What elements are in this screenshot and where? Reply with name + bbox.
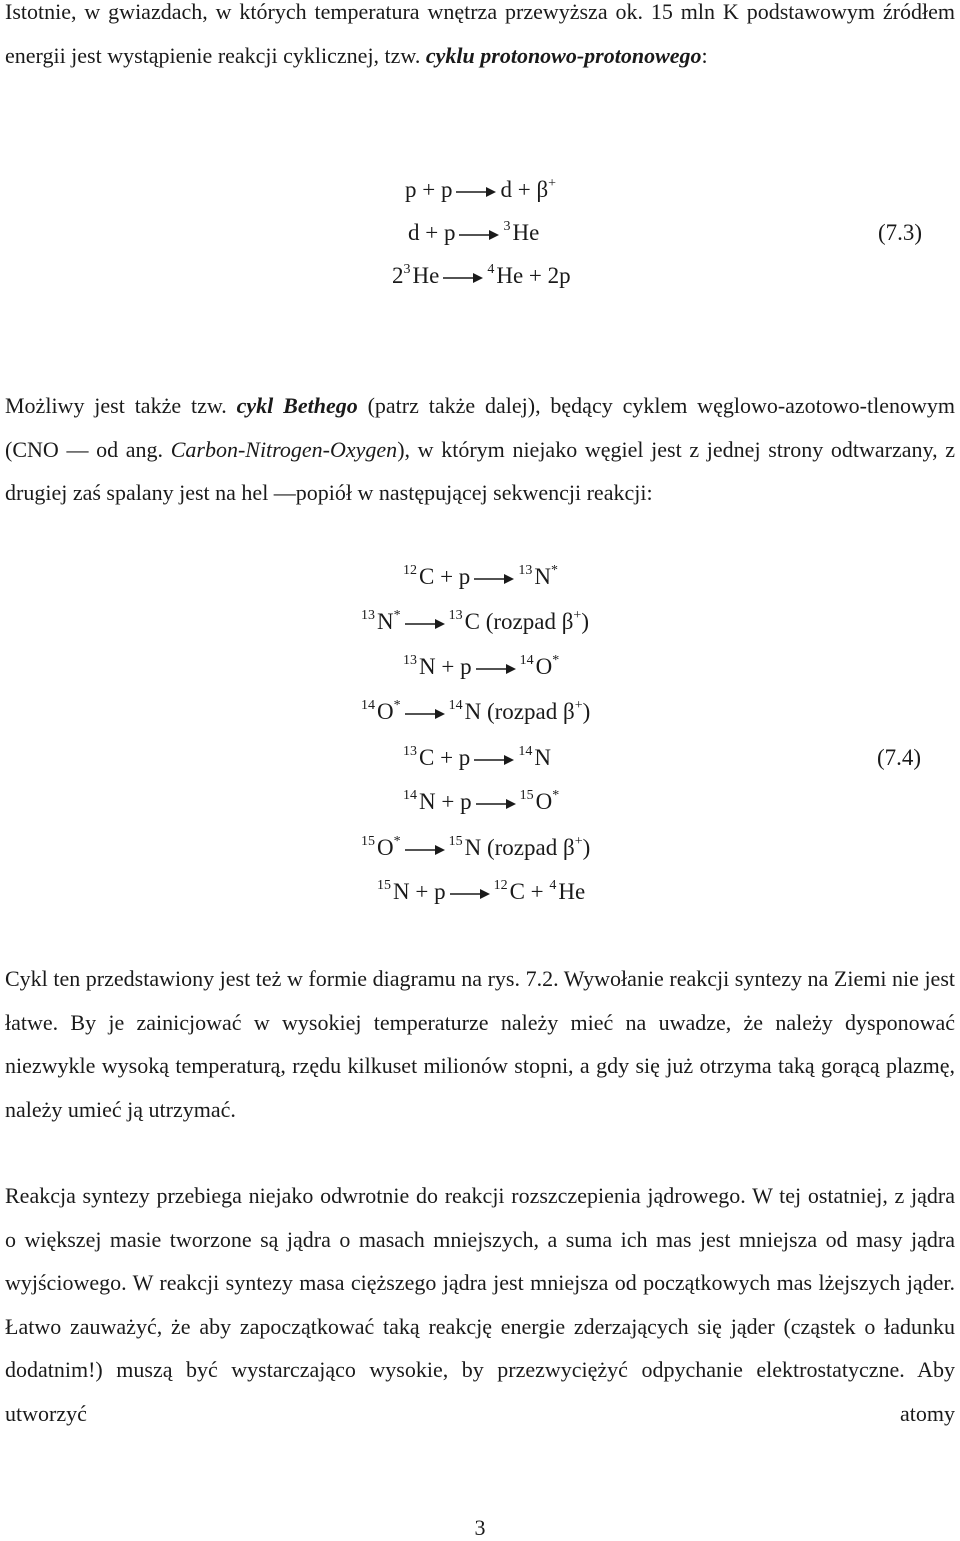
equation-cno-line-6: $^{14}$N + p $^{15}$O* [403,788,560,814]
arrow-icon [405,708,445,720]
equation-cno-line-3: $^{13}$N + p $^{14}$O* [403,653,560,679]
arrow-icon [405,618,445,630]
equation-cno-line-7: $^{15}$O* $^{15}$N (rozpad β+) [361,834,591,860]
paragraph-intro-text: Istotnie, w gwiazdach, w których temperatura wnętrza przewyższa ok. 15 mln K podstawowym źródłem energii jest wystąpienie reakcji cyklicznej, tzw. [5,0,955,68]
arrow-icon [474,754,514,766]
arrow-icon [443,272,483,284]
equation-pp-line-1: p + p d + β+ [405,176,557,202]
paragraph-intro [5,0,955,77]
arrow-icon [450,888,490,900]
arrow-icon [405,844,445,856]
equation-number-7-4: (7.4) [877,745,922,770]
paragraph-cno: Możliwy jest także tzw. cykl Bethego (patrz także dalej), będący cyklem węglowo-azotowo-tlenowym (CNO — od ang. Carbon-Nitrogen-Oxygen), w którym niejako węgiel jest z jednej strony odtwarzany, z drugiej zaś spalany jest na hel —popiół w następującej sekwencji reakcji: [5,393,956,505]
page-number: 3 [474,1515,486,1540]
paragraph-fusion-vs-fission: Reakcja syntezy przebiega niejako odwrotnie do reakcji rozszczepienia jądrowego. W tej ostatniej, z jądra o większej masie tworzone są jądra o masach mniejszych, a suma ich mas jest mniejsza od masy jądra wyjściowego. W reakcji syntezy masa cięższego jądra jest mniejsza od początkowych mas lżejszych jąder. Łatwo zauważyć, że aby zapoczątkować taką reakcję energie zderzających się jąder (cząstek o ładunku dodatnim!) muszą być wystarczająco wysokie, by przezwyciężyć odpychanie elektrostatyczne. Aby utworzyć atomy [5,1183,955,1426]
paragraph-fusion-earth: Cykl ten przedstawiony jest też w formie diagramu na rys. 7.2. Wywołanie reakcji syntezy na Ziemi nie jest łatwe. By je zainicjować w wysokiej temperaturze należy mieć na uwadze, że należy dysponować niezwykle wysoką temperaturą, rzędu kilkuset milionów stopni, a gdy się już otrzyma taką gorącą plazmę, należy umieć ją utrzymać. [5,966,955,1122]
arrow-icon [459,229,499,241]
equation-cno-line-4: $^{14}$O* $^{14}$N (rozpad β+) [361,698,591,724]
equation-pp-line-3: $2^3He$ $^4$He + 2p [392,262,571,288]
equation-cno-line-2: $^{13}$N* $^{13}$C (rozpad β+) [361,608,589,634]
equation-cno-line-5: $^{13}$C + p $^{14}$N [403,744,551,770]
term-pp-cycle: cyklu protonowo-protonowego [425,42,702,68]
term-bethe-cycle: cykl Bethego [236,393,358,418]
arrow-icon [456,186,496,198]
paragraph-intro-colon: : [701,42,708,68]
equation-number-7-3: (7.3) [878,220,923,245]
arrow-icon [476,663,516,675]
term-cno-english: Carbon-Nitrogen-Oxygen [170,436,398,462]
arrow-icon [476,798,516,810]
equation-cno-line-1: $^{12}$C + p $^{13}$N* [403,563,558,589]
equation-cno-line-8: $^{15}$N + p $^{12}$C + $^4$He [377,878,586,904]
equation-pp-line-2: d + p $^3$He [408,219,540,245]
arrow-icon [474,573,514,585]
